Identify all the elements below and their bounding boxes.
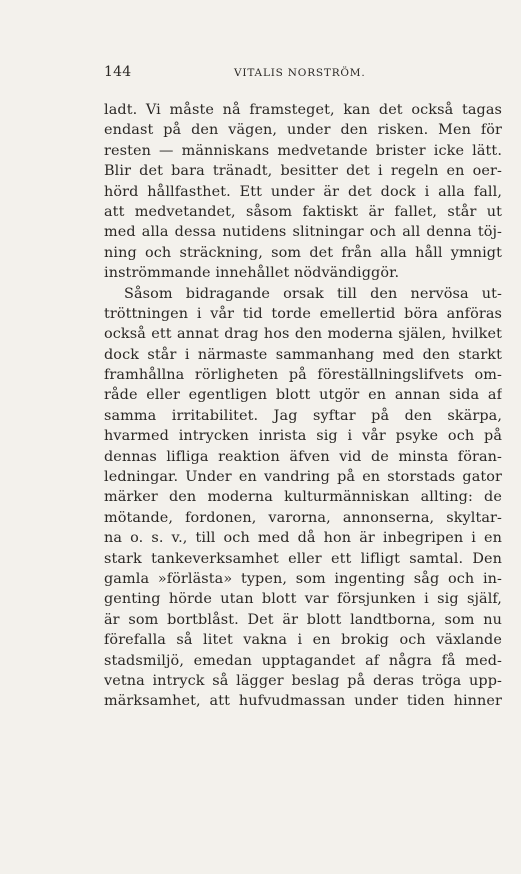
text-line: ladt. Vi måste nå framsteget, kan det också tagas <box>104 102 502 118</box>
text-line: stark tankeverksamhet eller ett lifligt samtal. Den <box>104 550 502 567</box>
page-number: 144 <box>104 64 132 80</box>
paragraph-start-line: Såsom bidragande orsak till den nervösa ut- <box>124 285 502 302</box>
text-line: är som bortblåst. Det är blott landtborna, som nu <box>104 611 502 628</box>
text-line: dennas lifliga reaktion äfven vid de minsta föran- <box>104 448 502 465</box>
text-line: tröttningen i vår tid torde emellertid böra anföras <box>104 305 502 322</box>
text-line: endast på den vägen, under den risken. Men för <box>104 122 502 139</box>
text-line: na o. s. v., till och med då hon är inbegripen i en <box>104 530 502 547</box>
text-line: att medvetandet, såsom faktiskt är fallet, står ut <box>104 203 502 220</box>
text-line: inströmmande innehållet nödvändiggör. <box>104 265 400 282</box>
text-line: med alla dessa nutidens slitningar och all denna töj- <box>104 224 502 241</box>
text-line: också ett annat drag hos den moderna själen, hvilket <box>104 326 502 343</box>
text-line: ledningar. Under en vandring på en storstads gator <box>104 469 502 486</box>
text-line: råde eller egentligen blott utgör en annan sida af <box>104 387 502 404</box>
text-line: ning och sträckning, som det från alla håll ymnigt <box>104 244 502 261</box>
text-line: märker den moderna kulturmänniskan allting: de <box>104 489 502 506</box>
running-head: VITALIS NORSTRÖM. <box>234 67 366 79</box>
text-line: genting hörde utan blott var försjunken i sig själf, <box>104 591 502 608</box>
text-line: framhållna rörligheten på föreställningslifvets om- <box>104 367 502 384</box>
text-line: stadsmiljö, emedan upptagandet af några få med- <box>104 652 502 669</box>
text-line: gamla »förlästa» typen, som ingenting såg och in- <box>104 570 502 587</box>
text-line: samma irritabilitet. Jag syftar på den skärpa, <box>104 407 502 424</box>
text-line: hvarmed intrycken inrista sig i vår psyke och på <box>104 428 502 445</box>
text-line: märksamhet, att hufvudmassan under tiden hinner <box>104 693 502 710</box>
text-line: hörd hållfasthet. Ett under är det dock i alla fall, <box>104 183 502 200</box>
text-line: dock står i närmaste sammanhang med den starkt <box>104 346 502 363</box>
text-line: mötande, fordonen, varorna, annonserna, skyltar- <box>104 509 502 526</box>
body-text <box>104 100 502 712</box>
text-line: förefalla så litet vakna i en brokig och växlande <box>104 632 502 649</box>
text-line: Blir det bara tränadt, besitter det i regeln en oer- <box>104 163 502 180</box>
text-line: vetna intryck så lägger beslag på deras tröga upp- <box>104 672 502 689</box>
text-line: resten — människans medvetande brister icke lätt. <box>104 142 502 159</box>
